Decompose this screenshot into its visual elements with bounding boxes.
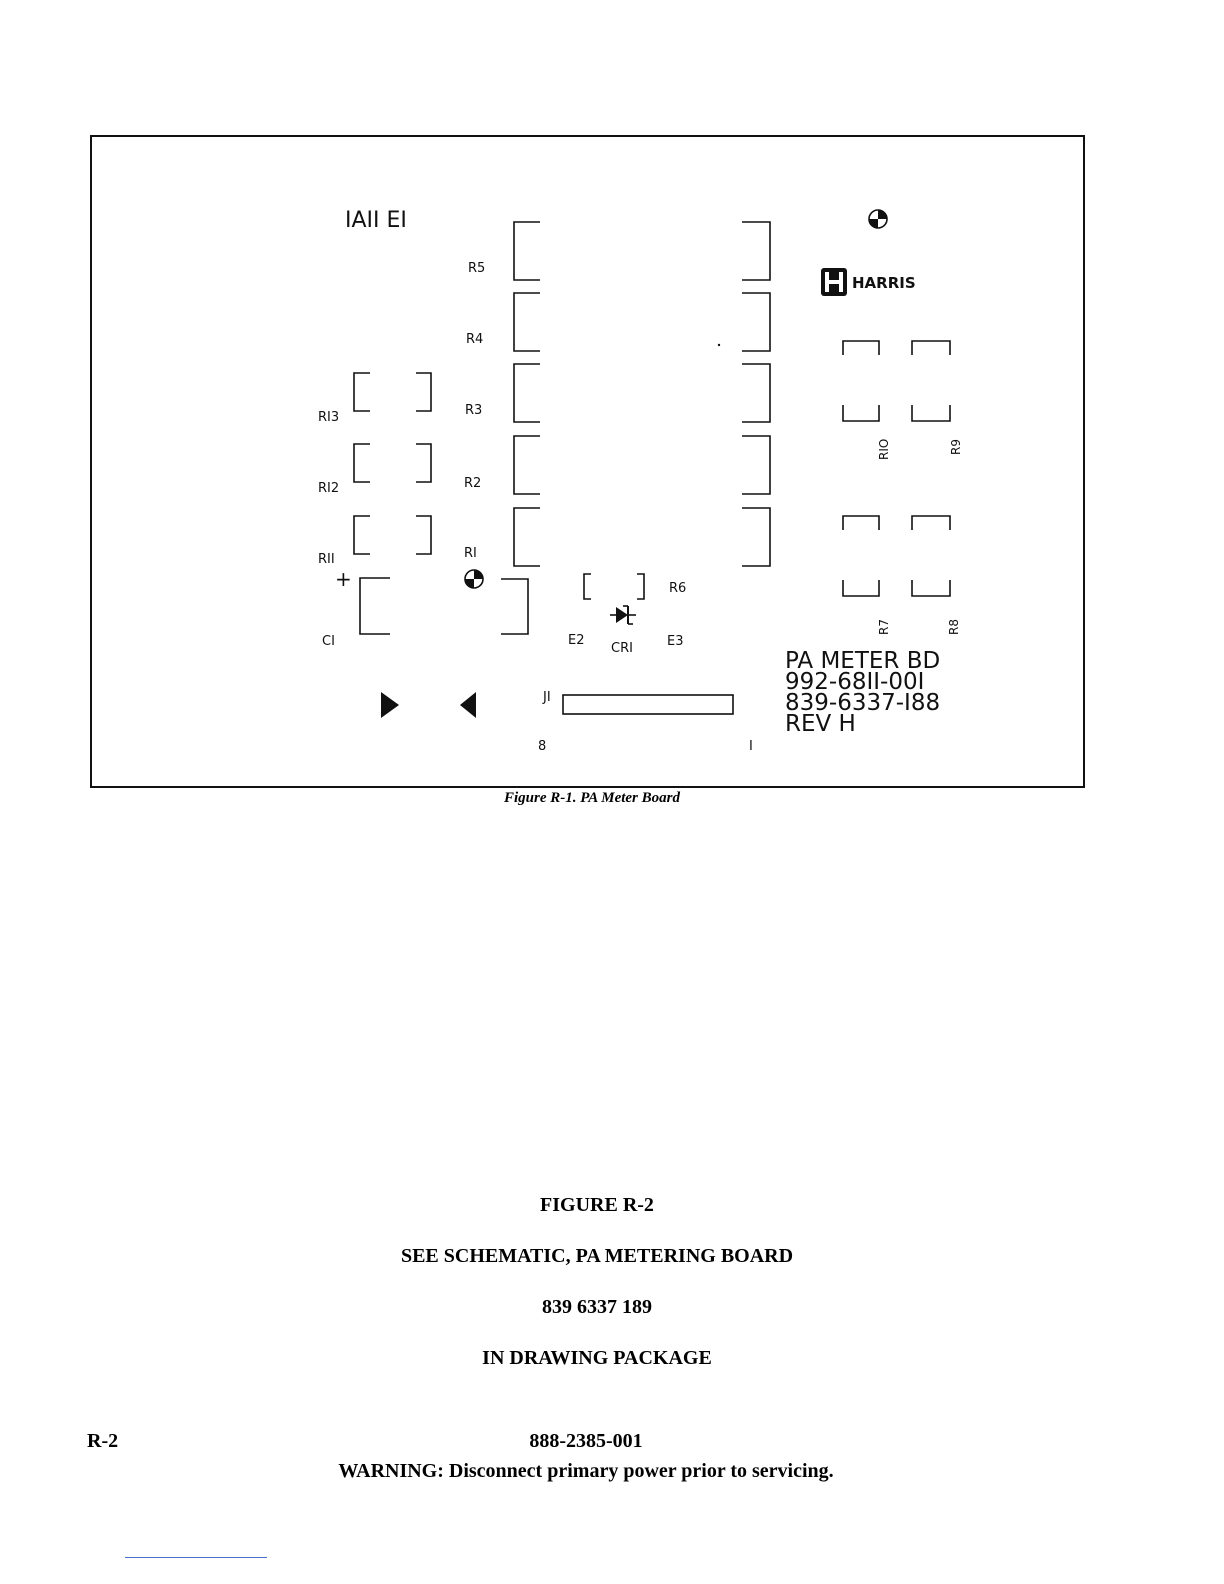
label-r6: R6 [669, 581, 687, 596]
label-r5: R5 [468, 261, 486, 276]
label-cr1: CRI [611, 641, 633, 656]
figure-r2-line-1: SEE SCHEMATIC, PA METERING BOARD [400, 1245, 794, 1267]
label-r4: R4 [466, 332, 484, 347]
label-pin-1: I [749, 739, 753, 754]
resistors-r7-r8 [843, 516, 950, 596]
pa-meter-board-drawing [90, 135, 1085, 788]
document-number: 888-2385-001 [529, 1430, 643, 1452]
title-block-line-4: REV H [785, 711, 856, 737]
label-r12: RI2 [318, 481, 340, 496]
label-j1: JI [543, 690, 551, 705]
resistors-r9-r10 [843, 341, 950, 421]
footer-divider [125, 1557, 267, 1558]
label-r9: R9 [949, 439, 963, 455]
r6-right-bracket [637, 574, 644, 599]
harris-logo-icon [821, 268, 847, 296]
label-r8: R8 [947, 619, 961, 635]
resistor-bank-right-brackets [742, 222, 770, 566]
board-silkscreen [92, 137, 1087, 790]
page-number: R-2 [87, 1430, 119, 1452]
label-r2: R2 [464, 476, 482, 491]
logo-text: HARRIS [852, 274, 916, 292]
c1-polarity-plus: + [335, 567, 352, 591]
safety-warning: WARNING: Disconnect primary power prior to servicing. [338, 1460, 834, 1482]
label-r10: RIO [877, 438, 891, 460]
mounting-hole-left-icon [465, 570, 483, 588]
r6-left-bracket [584, 574, 591, 599]
label-e2: E2 [568, 633, 585, 648]
diode-cr1-icon [610, 606, 636, 624]
label-c1: CI [322, 634, 335, 649]
resistors-r11-r13 [354, 373, 431, 554]
arrow-right-icon [460, 692, 476, 718]
lower-right-bracket [501, 579, 528, 634]
figure-r2-line-3: IN DRAWING PACKAGE [482, 1347, 712, 1369]
label-e3: E3 [667, 634, 684, 649]
title-block-line-1: PA METER BD [785, 648, 941, 674]
title-block-line-2: 992-68II-00I [785, 669, 925, 695]
c1-outline [360, 578, 390, 634]
resistor-bank-left-brackets [514, 222, 540, 566]
board-ref-tag: IAII EI [345, 208, 407, 233]
connector-j1 [563, 695, 733, 714]
label-r11: RII [318, 552, 335, 567]
figure-r2-line-2: 839 6337 189 [542, 1296, 652, 1318]
label-r1: RI [464, 546, 477, 561]
arrow-left-icon [381, 692, 399, 718]
label-r3: R3 [465, 403, 483, 418]
label-r13: RI3 [318, 410, 340, 425]
label-r7: R7 [877, 619, 891, 635]
label-pin-8: 8 [538, 739, 547, 754]
title-block-line-3: 839-6337-I88 [785, 690, 941, 716]
figure-r2-title: FIGURE R-2 [540, 1194, 654, 1216]
figure-r1-caption: Figure R-1. PA Meter Board [504, 790, 680, 806]
mounting-hole-right-icon [869, 210, 887, 228]
board-dot [718, 344, 720, 346]
